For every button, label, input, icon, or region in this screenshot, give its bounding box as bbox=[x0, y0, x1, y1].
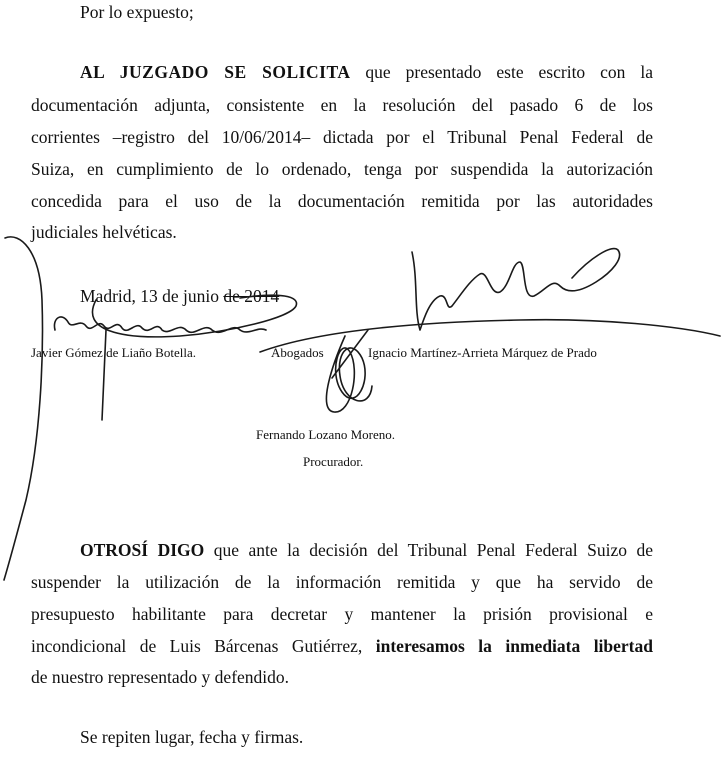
otrosi-line-3: presupuesto habilitante para decretar y mantener la prisión provisional e bbox=[31, 604, 653, 624]
place-date-text: Madrid, 13 de junio bbox=[80, 286, 220, 306]
request-bold-lead: AL JUZGADO SE SOLICITA bbox=[80, 62, 351, 82]
request-line-2: documentación adjunta, consistente en la resolución del pasado 6 de los bbox=[31, 95, 653, 115]
signature-abogados-loops bbox=[326, 336, 372, 412]
place-date-year-struck: de 2014 bbox=[223, 286, 280, 306]
intro-line: Por lo expuesto; bbox=[80, 2, 194, 22]
signature-gomez-tail bbox=[102, 330, 106, 420]
otrosi-line-1-rest: que ante la decisión del Tribunal Penal Federal Suizo de bbox=[213, 540, 654, 560]
procurador-name: Fernando Lozano Moreno. bbox=[256, 427, 395, 442]
otrosi-line-4 bbox=[31, 636, 653, 657]
otrosi-line-4-bold: interesamos la inmediata libertad bbox=[375, 636, 653, 656]
request-line-4: Suiza, en cumplimiento de lo ordenado, tenga por suspendida la autorización bbox=[31, 159, 653, 179]
procurador-role: Procurador. bbox=[303, 454, 364, 469]
signature-abogados-slash bbox=[332, 330, 368, 378]
closing-line: Se repiten lugar, fecha y firmas. bbox=[80, 727, 304, 747]
request-line-6: judiciales helvéticas. bbox=[31, 222, 177, 242]
otrosi-line-2: suspender la utilización de la información remitida y que ha servido de bbox=[31, 572, 653, 592]
request-paragraph-line-1 bbox=[80, 62, 653, 83]
otrosi-line-4-start: incondicional de Luis Bárcenas Gutiérrez, bbox=[31, 636, 363, 656]
lawyer-2-name: Ignacio Martínez-Arrieta Márquez de Prado bbox=[368, 345, 597, 360]
request-line-5: concedida para el uso de la documentación remitida por las autoridades bbox=[31, 191, 653, 211]
otrosi-line-5: de nuestro representado y defendido. bbox=[31, 667, 290, 687]
otrosi-bold-lead: OTROSÍ DIGO bbox=[80, 540, 205, 560]
request-line-3: corrientes –registro del 10/06/2014– dictada por el Tribunal Penal Federal de bbox=[31, 127, 653, 147]
signature-margin-stroke bbox=[4, 237, 42, 580]
signature-gomez-de-liano bbox=[54, 317, 266, 332]
otrosi-line-1 bbox=[80, 540, 653, 561]
place-date bbox=[80, 286, 653, 307]
lawyer-1-name: Javier Gómez de Liaño Botella. bbox=[31, 345, 196, 360]
lawyers-role: Abogados bbox=[271, 345, 324, 360]
request-line-1-rest: que presentado este escrito con la bbox=[365, 62, 653, 82]
